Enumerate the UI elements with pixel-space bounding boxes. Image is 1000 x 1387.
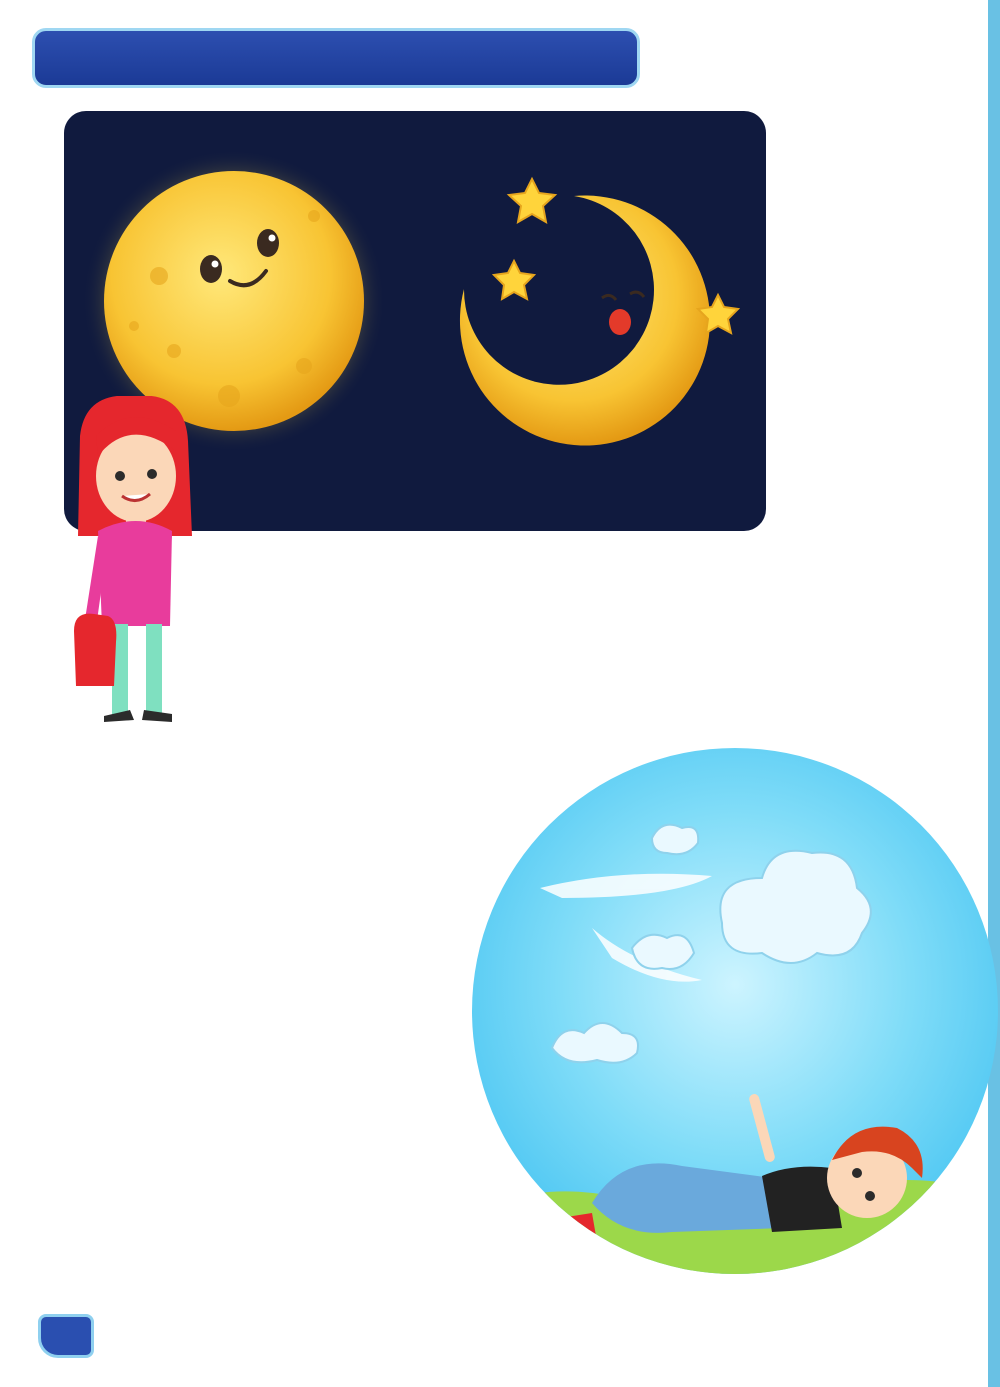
page-number-badge bbox=[38, 1314, 94, 1358]
moon-wide-text bbox=[220, 561, 1000, 709]
text-line bbox=[789, 529, 1000, 559]
text-line bbox=[74, 1264, 474, 1294]
text-line bbox=[74, 1146, 474, 1176]
boy-illustration bbox=[560, 1093, 923, 1238]
text-line bbox=[789, 293, 1000, 323]
wind-gust-icons bbox=[540, 874, 712, 982]
text-line bbox=[74, 998, 474, 1028]
text-line bbox=[74, 909, 474, 939]
moon-side-text bbox=[789, 263, 1000, 559]
text-line bbox=[74, 968, 474, 998]
sky-svg bbox=[472, 748, 998, 1274]
text-line bbox=[220, 620, 1000, 650]
text-line bbox=[220, 591, 1000, 621]
cloud-icons bbox=[552, 825, 871, 1063]
girl-illustration bbox=[60, 396, 210, 726]
full-moon-icon bbox=[104, 171, 364, 431]
text-line bbox=[789, 441, 1000, 471]
text-line bbox=[74, 1235, 474, 1265]
clouds-text bbox=[74, 850, 474, 1294]
text-line bbox=[74, 1176, 474, 1206]
text-line bbox=[74, 880, 474, 910]
sky-circle-illustration bbox=[472, 748, 998, 1274]
header-bar bbox=[32, 28, 640, 88]
text-line bbox=[789, 352, 1000, 382]
text-line bbox=[74, 1205, 474, 1235]
text-line bbox=[74, 1116, 474, 1146]
text-line bbox=[789, 263, 1000, 293]
text-line bbox=[789, 411, 1000, 441]
text-line bbox=[74, 1028, 474, 1058]
text-line bbox=[220, 561, 1000, 591]
text-line bbox=[789, 322, 1000, 352]
text-line bbox=[74, 850, 474, 880]
text-line bbox=[74, 939, 474, 969]
text-line bbox=[789, 381, 1000, 411]
text-line bbox=[74, 1057, 474, 1087]
text-line bbox=[220, 650, 1000, 680]
text-line bbox=[220, 679, 1000, 709]
text-line bbox=[789, 470, 1000, 500]
text-line bbox=[74, 1087, 474, 1117]
text-line bbox=[789, 500, 1000, 530]
